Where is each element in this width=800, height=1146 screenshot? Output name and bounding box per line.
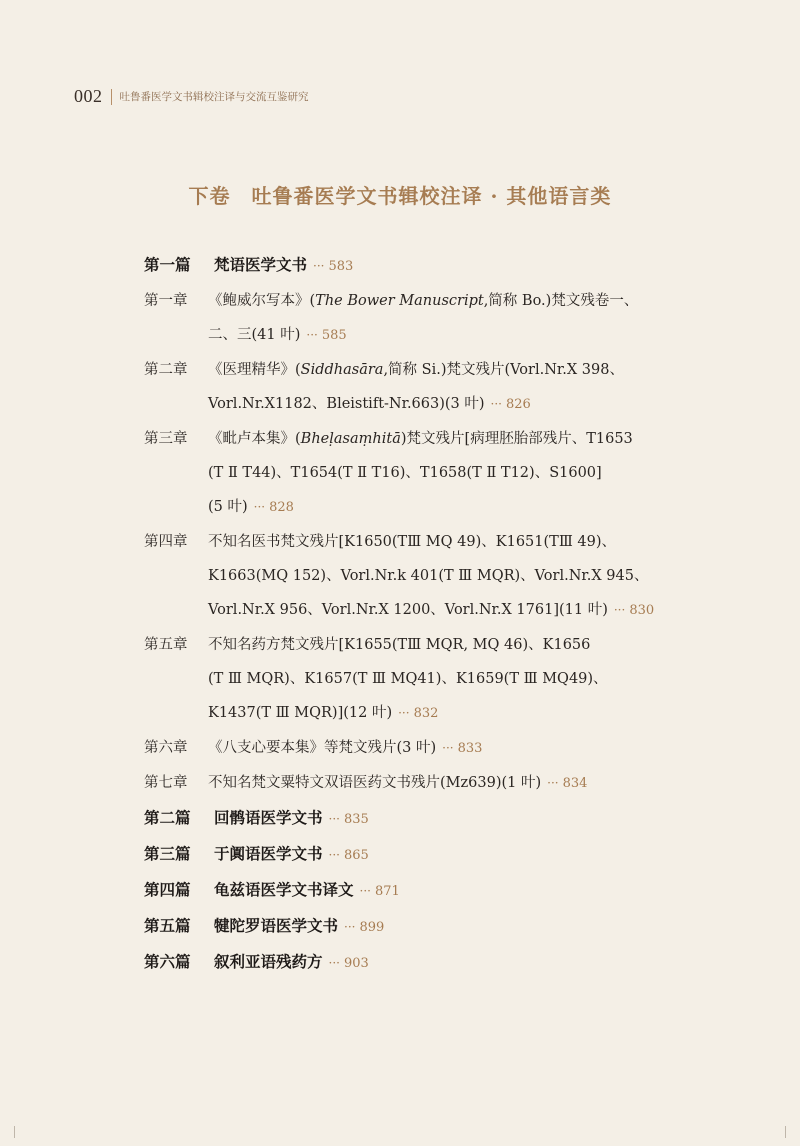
part-label: 第二篇 (144, 808, 191, 827)
chapter-title-cont: K1663(MQ 152)、Vorl.Nr.k 401(T Ⅲ MQR)、Vorl.Nr.X 945、 (208, 568, 649, 584)
leader-dots: ··· (442, 741, 454, 755)
chapter-title-part: ,简称 Si.)梵文残片(Vorl.Nr.X 398、 (383, 362, 624, 378)
chapter-title-part: 不知名医书梵文残片[K1650(TⅢ MQ 49)、K1651(TⅢ 49)、 (208, 534, 617, 550)
toc-part-3[interactable] (144, 837, 664, 873)
toc-chapter-1[interactable] (144, 284, 664, 353)
leader-dots: ··· (490, 397, 502, 411)
chapter-title-cont: (T Ⅱ T44)、T1654(T Ⅱ T16)、T1658(T Ⅱ T12)、S1600] (208, 465, 602, 481)
chapter-title-italic: Siddhasāra (300, 362, 384, 378)
page-ref: 903 (343, 956, 369, 971)
page-number: 002 (74, 86, 103, 106)
chapter-label: 第三章 (144, 431, 188, 447)
leader-dots: ··· (547, 776, 559, 790)
chapter-title-part: 《毗卢本集》( (208, 431, 301, 447)
part-label: 第一篇 (144, 255, 191, 274)
chapter-title-part: 《鲍威尔写本》( (208, 293, 316, 309)
toc-part-6[interactable] (144, 945, 664, 981)
chapter-title-cont: Vorl.Nr.X1182、Bleistift-Nr.663)(3 叶) (208, 396, 485, 412)
toc-part-2[interactable] (144, 801, 664, 837)
toc-chapter-7[interactable] (144, 766, 664, 801)
part-label: 第六篇 (144, 952, 191, 971)
chapter-title-cont: K1437(T Ⅲ MQR)](12 叶) (208, 705, 393, 721)
part-title: 梵语医学文书 (214, 255, 308, 274)
page-ref: 865 (343, 848, 369, 863)
chapter-title-part: ,简称 Bo.)梵文残卷一、 (483, 293, 639, 309)
page-ref: 832 (413, 706, 439, 721)
toc-chapter-6[interactable] (144, 731, 664, 766)
toc-chapter-2[interactable] (144, 353, 664, 422)
page-ref: 833 (457, 741, 483, 756)
part-title: 回鹘语医学文书 (214, 808, 323, 827)
toc-part-4[interactable] (144, 873, 664, 909)
chapter-label: 第五章 (144, 637, 188, 653)
part-title: 于阗语医学文书 (214, 844, 323, 863)
part-title: 叙利亚语残药方 (214, 952, 323, 971)
header-divider (111, 89, 112, 105)
page-ref: 826 (506, 397, 531, 412)
toc-part-1[interactable] (144, 248, 664, 284)
crop-mark (14, 1126, 15, 1138)
leader-dots: ··· (398, 706, 410, 720)
page-ref: 871 (374, 884, 400, 899)
page-ref: 583 (328, 259, 354, 274)
toc-part-5[interactable] (144, 909, 664, 945)
chapter-title-part: 不知名药方梵文残片[K1655(TⅢ MQR, MQ 46)、K1656 (208, 637, 591, 653)
leader-dots: ··· (306, 328, 318, 342)
table-of-contents (144, 248, 664, 981)
page-ref: 835 (343, 812, 369, 827)
leader-dots: ··· (328, 956, 340, 970)
leader-dots: ··· (344, 920, 356, 934)
part-title: 龟兹语医学文书译文 (214, 880, 354, 899)
chapter-label: 第四章 (144, 534, 188, 550)
leader-dots: ··· (313, 259, 325, 273)
page-ref: 834 (562, 776, 588, 791)
page-header (74, 86, 309, 107)
page-ref: 828 (269, 500, 294, 515)
toc-chapter-3[interactable] (144, 422, 664, 525)
chapter-label: 第六章 (144, 740, 188, 756)
part-label: 第三篇 (144, 844, 191, 863)
leader-dots: ··· (253, 500, 266, 514)
leader-dots: ··· (328, 848, 340, 862)
chapter-title-italic: The Bower Manuscript (315, 293, 484, 309)
running-title: 吐鲁番医学文书辑校注译与交流互鉴研究 (119, 91, 309, 103)
page-ref: 585 (321, 328, 347, 343)
leader-dots: ··· (328, 812, 340, 826)
crop-mark (785, 1126, 786, 1138)
chapter-title: 《八支心要本集》等梵文残片(3 叶) (208, 740, 437, 756)
chapter-title-part: )梵文残片[病理胚胎部残片、T1653 (400, 431, 633, 447)
toc-chapter-5[interactable] (144, 628, 664, 731)
chapter-title-italic: Bheḷasaṃhitā (300, 431, 401, 447)
volume-title: 下卷 吐鲁番医学文书辑校注译 · 其他语言类 (188, 184, 612, 208)
toc-chapter-4[interactable] (144, 525, 664, 628)
chapter-label: 第一章 (144, 293, 188, 309)
chapter-label: 第七章 (144, 775, 188, 791)
page-ref: 899 (359, 920, 385, 935)
chapter-title-cont: 二、三(41 叶) (208, 327, 301, 343)
part-title: 犍陀罗语医学文书 (214, 916, 339, 935)
leader-dots: ··· (359, 884, 371, 898)
chapter-title-part: 《医理精华》( (208, 362, 301, 378)
chapter-title-cont: (T Ⅲ MQR)、K1657(T Ⅲ MQ41)、K1659(T Ⅲ MQ49)、 (208, 671, 608, 687)
chapter-label: 第二章 (144, 362, 188, 378)
chapter-title-cont: Vorl.Nr.X 956、Vorl.Nr.X 1200、Vorl.Nr.X 1761](11 叶) (208, 602, 608, 618)
page-ref: 830 (629, 603, 655, 618)
part-label: 第五篇 (144, 916, 191, 935)
chapter-title-cont: (5 叶) (208, 499, 248, 515)
part-label: 第四篇 (144, 880, 191, 899)
chapter-title: 不知名梵文粟特文双语医药文书残片(Mz639)(1 叶) (208, 775, 542, 791)
leader-dots: ··· (613, 603, 626, 617)
